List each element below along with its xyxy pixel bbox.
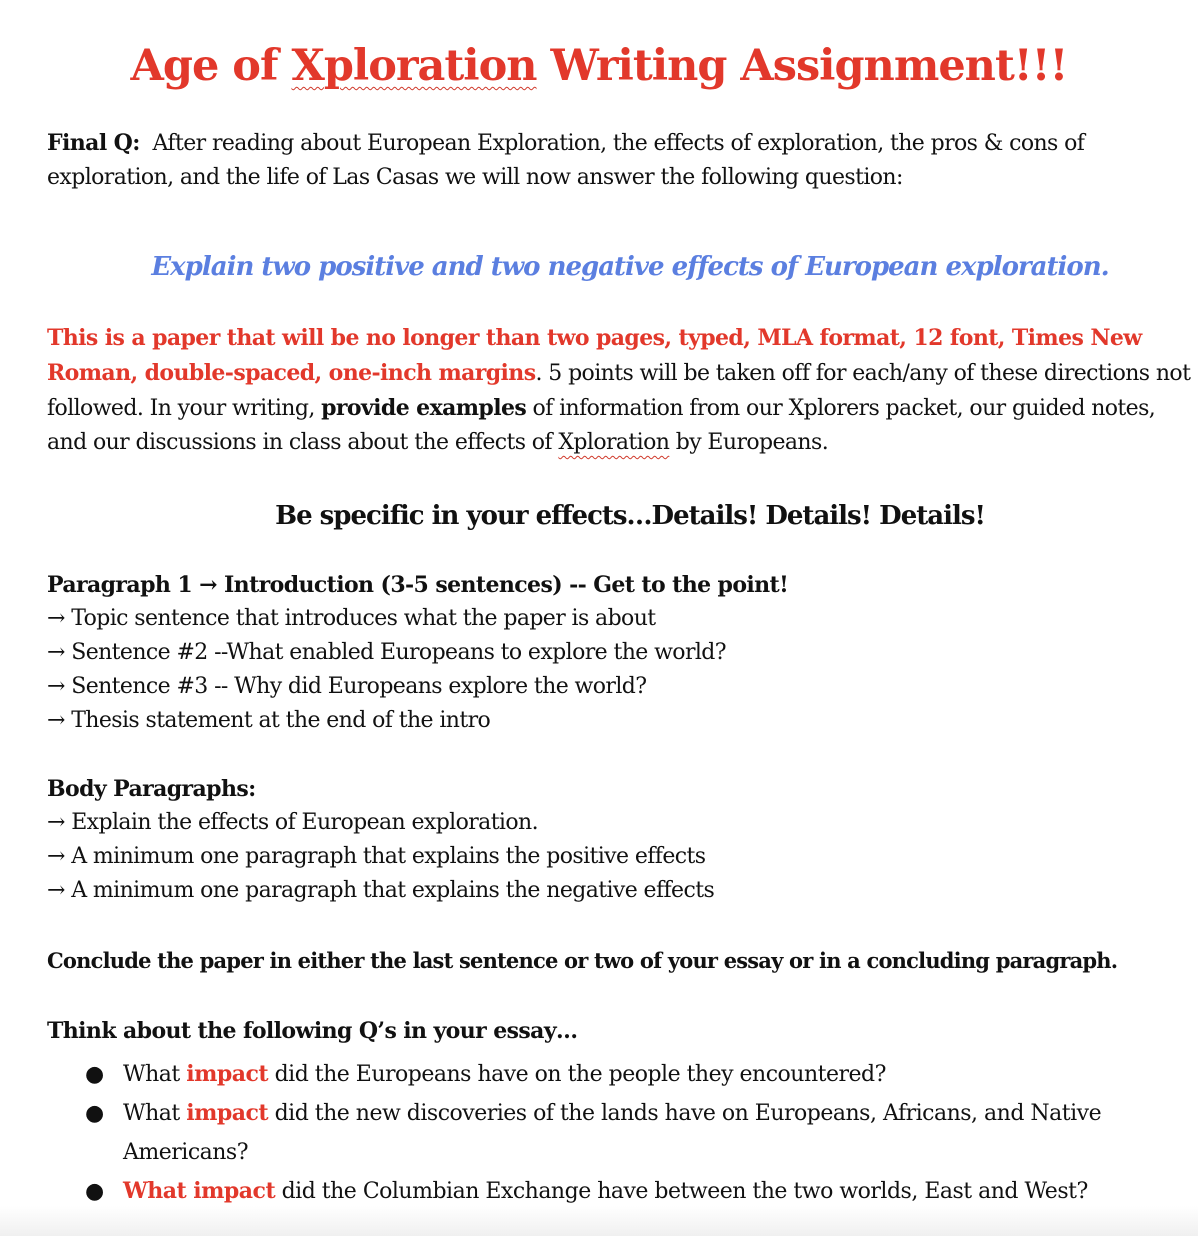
bullet-text-red: What impact xyxy=(123,1178,276,1204)
list-item: → Sentence #2 --What enabled Europeans to explore the world? xyxy=(47,640,726,665)
list-item: → Explain the effects of European exploration. xyxy=(47,810,538,835)
body-paragraphs-heading: Body Paragraphs: xyxy=(47,776,256,802)
page-bottom-shadow xyxy=(0,1206,1198,1236)
title-part-1: Age of xyxy=(130,41,292,91)
bullet-text-post: did the Columbian Exchange have between the two worlds, East and West? xyxy=(275,1179,1088,1204)
final-q-text: After reading about European Exploration, the effects of exploration, the pros & cons of exploration, and the life of Las Casas we will now answer the following question: xyxy=(47,131,1085,190)
list-item: → Sentence #3 -- Why did Europeans explore the world? xyxy=(47,674,647,699)
bullet-text-red: impact xyxy=(186,1061,269,1087)
bullet-icon: ● xyxy=(85,1101,104,1126)
requirements-red-text: This is a paper that will be no longer than two pages, typed, MLA format, 12 font, Times New Roman, double-spaced, one-inch margins xyxy=(47,325,1142,386)
requirements-bold-text: provide examples xyxy=(321,395,527,421)
list-item: → A minimum one paragraph that explains the positive effects xyxy=(47,844,706,869)
bullet-icon: ● xyxy=(85,1179,104,1204)
list-item: → Topic sentence that introduces what the paper is about xyxy=(47,606,656,631)
body-paragraphs-list xyxy=(47,806,714,908)
bullet-text-pre: What xyxy=(123,1101,187,1126)
specific-heading: Be specific in your effects…Details! Details! Details! xyxy=(275,501,985,531)
list-item xyxy=(85,1094,1175,1172)
list-item xyxy=(85,1055,1175,1094)
conclude-instruction: Conclude the paper in either the last sentence or two of your essay or in a concluding paragraph. xyxy=(47,948,1118,973)
title-part-3: Writing Assignment!!! xyxy=(536,41,1068,91)
list-item: → Thesis statement at the end of the intro xyxy=(47,708,491,733)
bullet-text-red: impact xyxy=(186,1100,269,1126)
think-bullet-list xyxy=(85,1055,1175,1211)
requirements-xploration-word: Xploration xyxy=(558,430,670,455)
requirements-paragraph xyxy=(47,321,1197,460)
paragraph1-list xyxy=(47,602,726,738)
final-q-paragraph xyxy=(47,126,1167,195)
document-title xyxy=(0,36,1198,96)
final-q-label: Final Q: xyxy=(47,130,140,156)
paragraph1-heading: Paragraph 1 → Introduction (3-5 sentences) -- Get to the point! xyxy=(47,572,789,598)
bullet-text-post: did the Europeans have on the people they encountered? xyxy=(268,1062,886,1087)
bullet-text-pre: What xyxy=(123,1062,187,1087)
bullet-text-post: did the new discoveries of the lands have on Europeans, Africans, and Native Americans? xyxy=(123,1101,1102,1165)
requirements-text-3: by Europeans. xyxy=(669,430,829,455)
requirements-text-2: of information from our Xplorers packet, our guided notes, and our discussions in class about the effects of xyxy=(47,396,1156,455)
bullet-icon: ● xyxy=(85,1062,104,1087)
title-xploration-word: Xploration xyxy=(291,41,537,91)
essay-question: Explain two positive and two negative effects of European exploration. xyxy=(151,252,1109,282)
list-item: → A minimum one paragraph that explains the negative effects xyxy=(47,878,715,903)
think-heading: Think about the following Q’s in your essay… xyxy=(47,1018,578,1044)
requirements-text-1: . 5 points will be taken off for each/any of these directions not followed. In your writing, xyxy=(47,361,1191,421)
